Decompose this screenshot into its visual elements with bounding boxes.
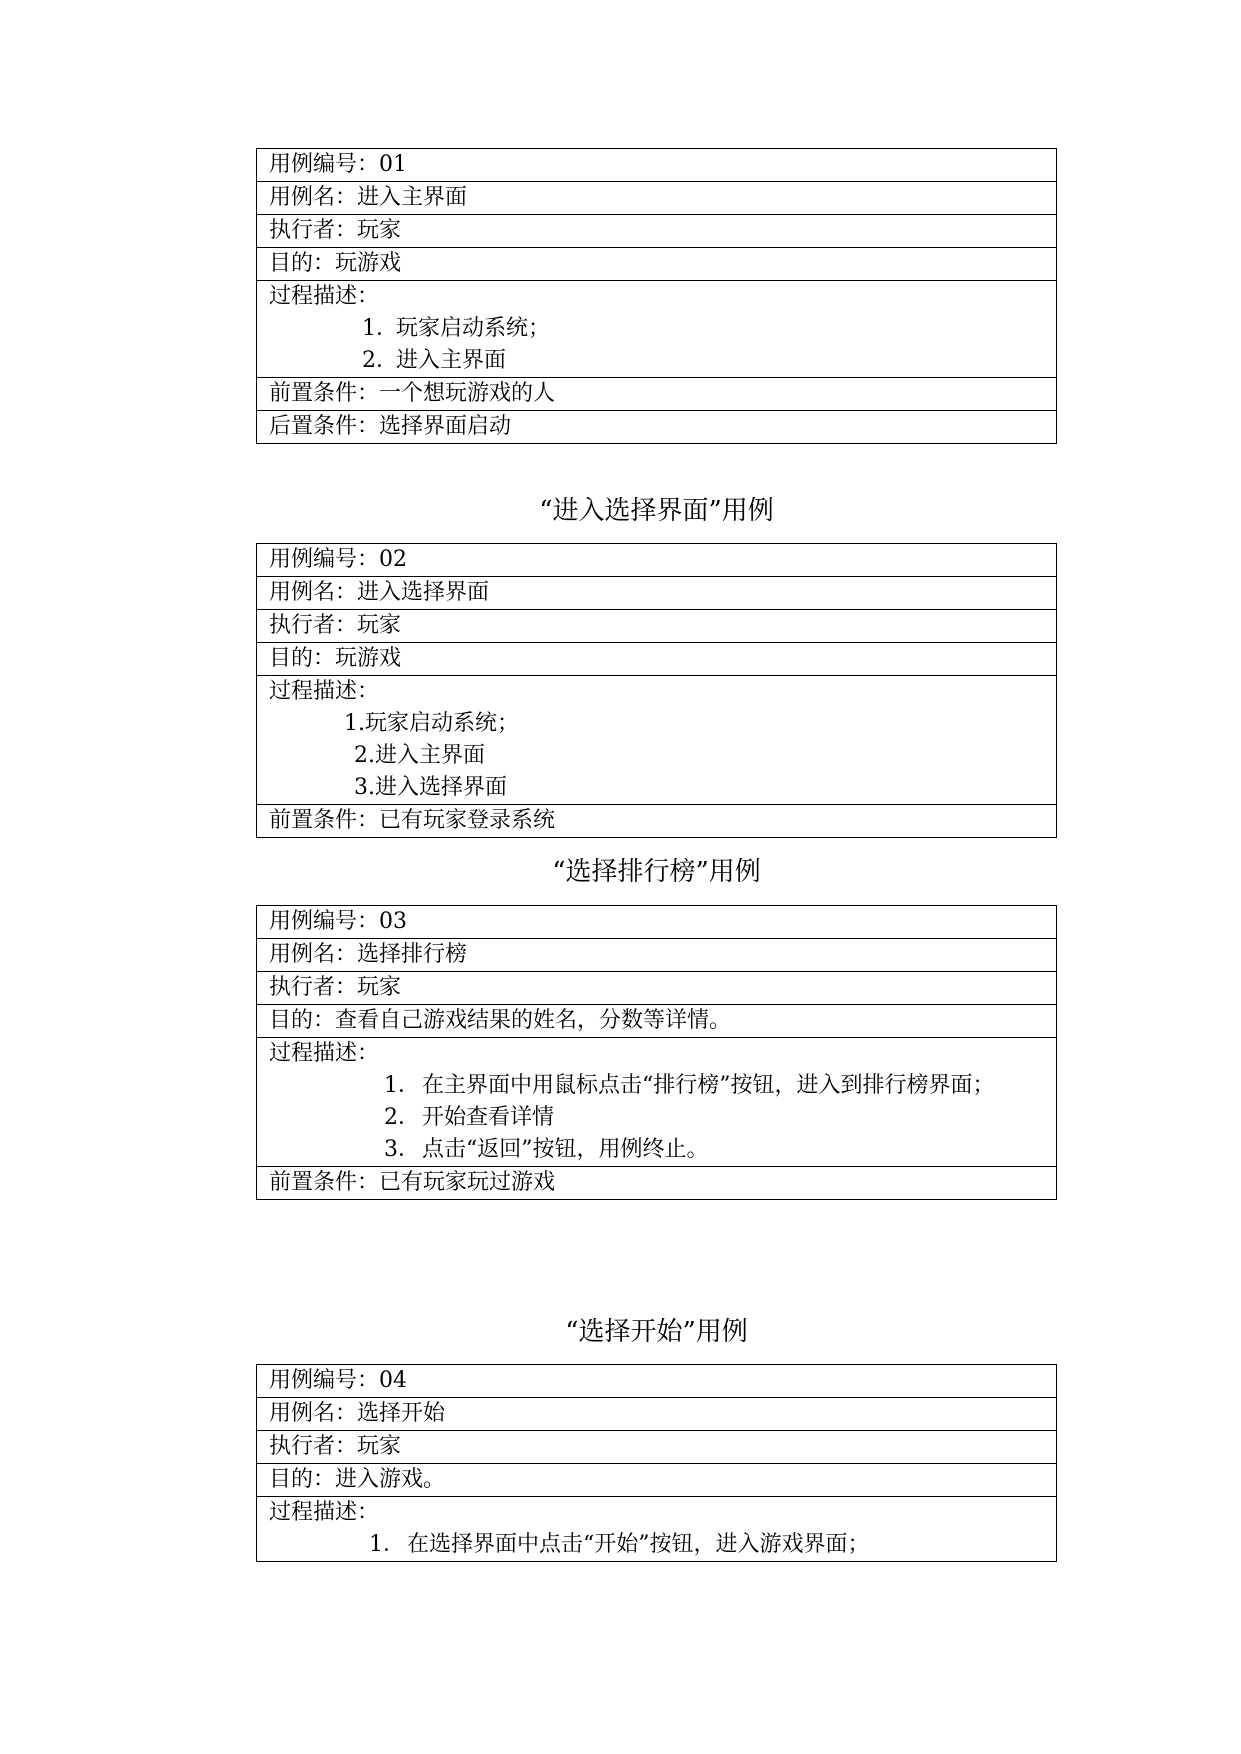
step-number: 1．: [369, 1532, 405, 1557]
step-text: 点击“返回”按钮，用例终止。: [422, 1137, 709, 1162]
step-text: 进入主界面: [396, 348, 507, 373]
use-case-heading-04: “选择开始”用例: [565, 1317, 748, 1347]
case-precondition: 前置条件：已有玩家登录系统: [257, 805, 1057, 838]
use-case-03: [256, 905, 1057, 1200]
case-postcondition: 后置条件：选择界面启动: [257, 411, 1057, 444]
step-number: 2.: [354, 743, 375, 768]
case-id: 用例编号：01: [257, 149, 1057, 182]
step-number: 2．: [362, 348, 398, 373]
case-process: [257, 1038, 1057, 1167]
case-actor: 执行者：玩家: [257, 1431, 1057, 1464]
use-case-02: [256, 543, 1057, 838]
case-id: 用例编号：04: [257, 1365, 1057, 1398]
case-name: 用例名：选择排行榜: [257, 939, 1057, 972]
step-text: 在选择界面中点击“开始”按钮，进入游戏界面；: [407, 1532, 870, 1557]
process-step: [269, 740, 1044, 772]
case-process: [257, 281, 1057, 378]
process-label: 过程描述：: [269, 1500, 380, 1525]
use-case-table-02: [256, 543, 1057, 838]
process-label: 过程描述：: [269, 1041, 380, 1066]
use-case-01: [256, 148, 1057, 444]
step-number: 2．: [384, 1105, 420, 1130]
case-process: [257, 676, 1057, 805]
use-case-table-04: [256, 1364, 1057, 1562]
use-case-table-03: [256, 905, 1057, 1200]
case-id: 用例编号：02: [257, 544, 1057, 577]
use-case-04: [256, 1364, 1057, 1562]
step-text: 进入主界面: [375, 743, 486, 768]
case-process: [257, 1497, 1057, 1562]
step-text: 在主界面中用鼠标点击“排行榜”按钮，进入到排行榜界面；: [422, 1073, 995, 1098]
step-number: 3．: [384, 1137, 420, 1162]
case-name: 用例名：选择开始: [257, 1398, 1057, 1431]
case-purpose: 目的：玩游戏: [257, 248, 1057, 281]
step-text: 玩家启动系统；: [396, 316, 551, 341]
use-case-table-01: [256, 148, 1057, 444]
case-precondition: 前置条件：一个想玩游戏的人: [257, 378, 1057, 411]
case-purpose: 目的：查看自己游戏结果的姓名，分数等详情。: [257, 1005, 1057, 1038]
case-purpose: 目的：玩游戏: [257, 643, 1057, 676]
process-step: [269, 345, 1044, 377]
case-actor: 执行者：玩家: [257, 215, 1057, 248]
case-id: 用例编号：03: [257, 906, 1057, 939]
step-number: 1．: [384, 1073, 420, 1098]
step-number: 1.: [344, 711, 365, 736]
step-text: 进入选择界面: [375, 775, 508, 800]
use-case-heading-03: “选择排行榜”用例: [552, 857, 761, 887]
case-actor: 执行者：玩家: [257, 972, 1057, 1005]
use-case-heading-02: “进入选择界面”用例: [539, 496, 774, 526]
step-number: 1．: [362, 316, 398, 341]
case-name: 用例名：进入主界面: [257, 182, 1057, 215]
step-number: 3.: [354, 775, 375, 800]
case-actor: 执行者：玩家: [257, 610, 1057, 643]
process-step: [269, 1529, 1044, 1561]
step-text: 开始查看详情: [422, 1105, 555, 1130]
process-step: [269, 1134, 1044, 1166]
case-precondition: 前置条件：已有玩家玩过游戏: [257, 1167, 1057, 1200]
process-step: [269, 1070, 1044, 1102]
process-label: 过程描述：: [269, 284, 380, 309]
process-step: [269, 313, 1044, 345]
case-purpose: 目的：进入游戏。: [257, 1464, 1057, 1497]
process-step: [269, 772, 1044, 804]
step-text: 玩家启动系统；: [365, 711, 520, 736]
process-step: [269, 1102, 1044, 1134]
process-step: [269, 708, 1044, 740]
case-name: 用例名：进入选择界面: [257, 577, 1057, 610]
process-label: 过程描述：: [269, 679, 380, 704]
